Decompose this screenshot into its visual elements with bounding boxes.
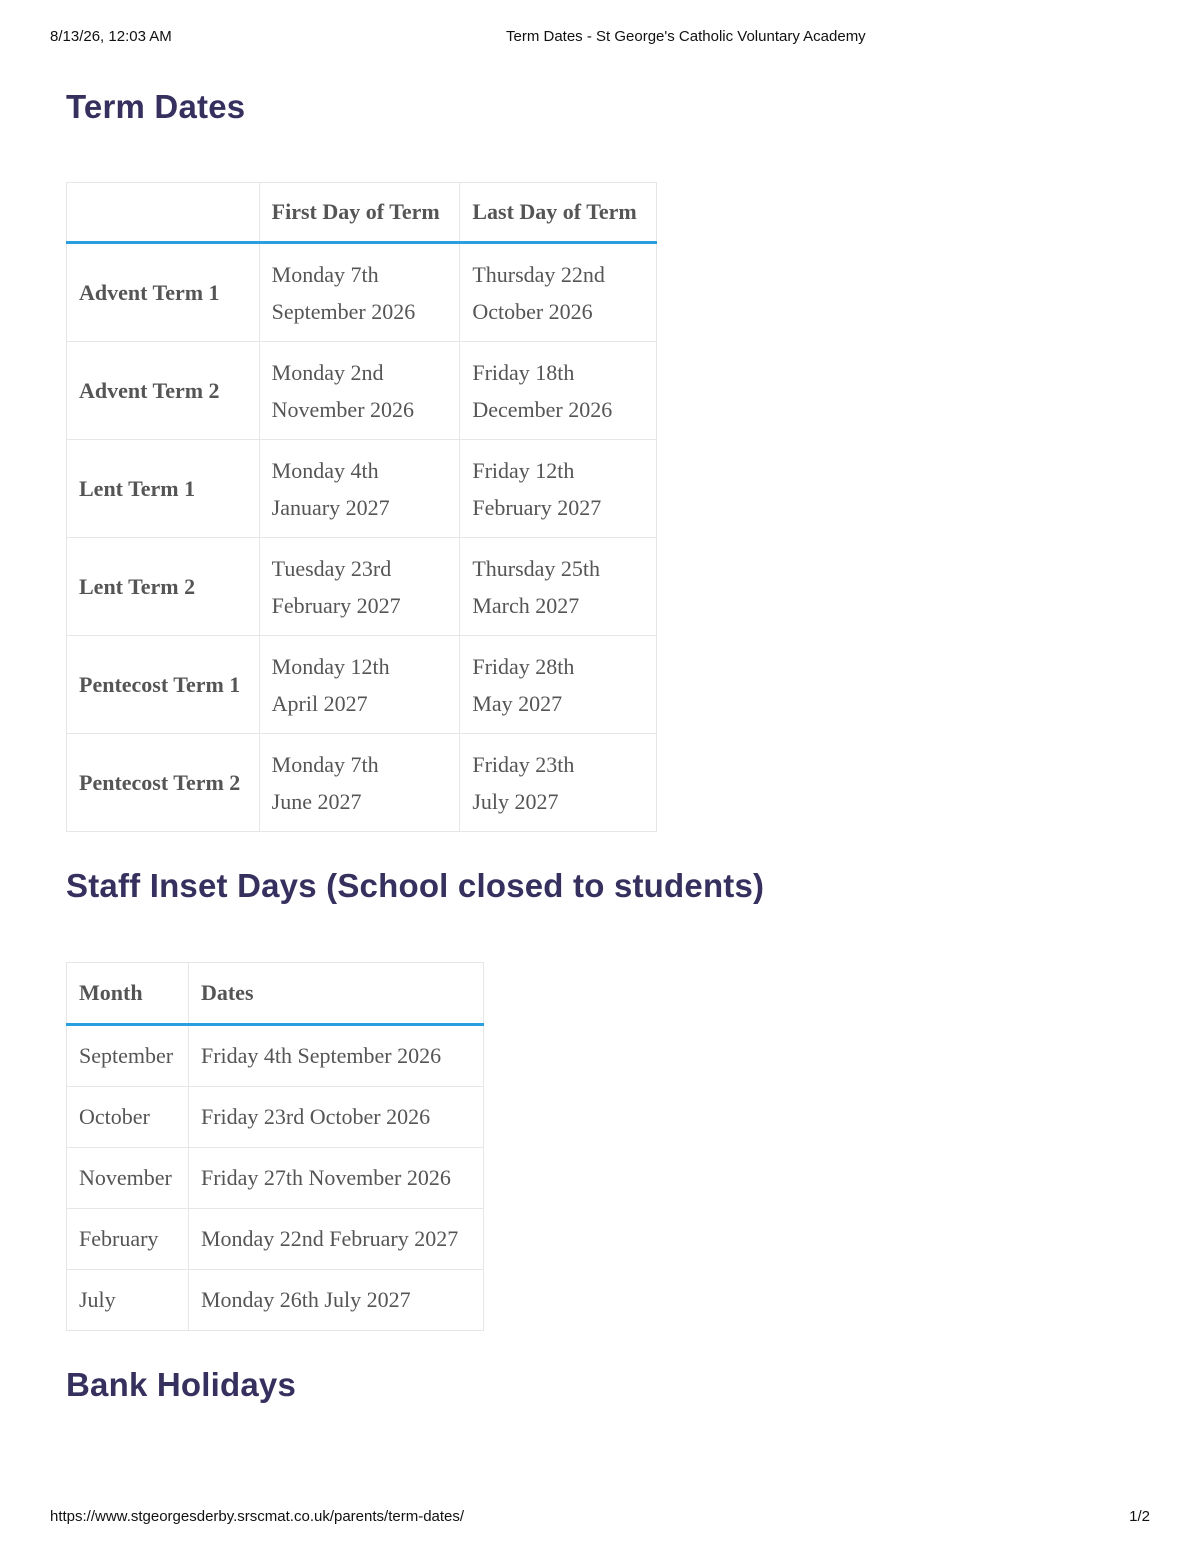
first-day-line: April 2027 — [271, 690, 368, 716]
term-name-cell: Pentecost Term 1 — [67, 636, 260, 734]
date-cell: Friday 4th September 2026 — [188, 1025, 483, 1087]
term-name-cell: Advent Term 2 — [67, 342, 260, 440]
table-row — [67, 1209, 484, 1270]
table-row — [67, 440, 657, 538]
first-day-line: Monday 7th — [271, 751, 379, 777]
last-day-line: Thursday 22nd — [472, 261, 605, 287]
date-cell: Monday 22nd February 2027 — [188, 1209, 483, 1270]
first-day-column-header: First Day of Term — [259, 183, 460, 243]
table-row — [67, 1270, 484, 1331]
first-day-line: June 2027 — [271, 788, 362, 814]
term-table-header-row — [67, 183, 657, 243]
last-day-line: Friday 12th — [472, 457, 575, 483]
first-day-cell — [259, 734, 460, 832]
last-day-line: December 2026 — [472, 396, 613, 422]
first-day-cell — [259, 243, 460, 342]
last-day-line: Thursday 25th — [472, 555, 601, 581]
inset-days-table — [66, 962, 484, 1331]
first-day-line: Monday 7th — [271, 261, 379, 287]
month-cell: October — [67, 1087, 189, 1148]
term-name-cell: Advent Term 1 — [67, 243, 260, 342]
term-column-header — [67, 183, 260, 243]
first-day-cell — [259, 636, 460, 734]
inset-days-heading: Staff Inset Days (School closed to students) — [66, 867, 765, 904]
term-dates-table — [66, 182, 657, 832]
last-day-line: Friday 23th — [472, 751, 575, 777]
first-day-line: January 2027 — [271, 494, 390, 520]
first-day-cell — [259, 440, 460, 538]
month-column-header: Month — [67, 963, 189, 1025]
first-day-line: Monday 2nd — [271, 359, 384, 385]
table-row — [67, 1148, 484, 1209]
last-day-line: February 2027 — [472, 494, 602, 520]
first-day-line: Tuesday 23rd — [271, 555, 392, 581]
table-row — [67, 538, 657, 636]
term-dates-heading: Term Dates — [66, 88, 246, 125]
date-cell: Friday 23rd October 2026 — [188, 1087, 483, 1148]
last-day-line: July 2027 — [472, 788, 559, 814]
last-day-line: Friday 18th — [472, 359, 575, 385]
date-cell: Monday 26th July 2027 — [188, 1270, 483, 1331]
print-datetime: 8/13/26, 12:03 AM — [50, 28, 172, 45]
table-row — [67, 342, 657, 440]
month-cell: February — [67, 1209, 189, 1270]
last-day-line: May 2027 — [472, 690, 563, 716]
last-day-cell — [460, 538, 657, 636]
last-day-cell — [460, 734, 657, 832]
inset-table-header-row — [67, 963, 484, 1025]
term-name-cell: Lent Term 2 — [67, 538, 260, 636]
first-day-line: November 2026 — [271, 396, 415, 422]
term-name-cell: Pentecost Term 2 — [67, 734, 260, 832]
date-cell: Friday 27th November 2026 — [188, 1148, 483, 1209]
print-page-number: 1/2 — [1129, 1508, 1150, 1525]
first-day-cell — [259, 342, 460, 440]
table-row — [67, 243, 657, 342]
first-day-line: September 2026 — [271, 298, 416, 324]
last-day-cell — [460, 440, 657, 538]
month-cell: July — [67, 1270, 189, 1331]
last-day-cell — [460, 636, 657, 734]
term-name-cell: Lent Term 1 — [67, 440, 260, 538]
first-day-line: Monday 12th — [271, 653, 390, 679]
last-day-line: Friday 28th — [472, 653, 575, 679]
last-day-line: March 2027 — [472, 592, 580, 618]
table-row — [67, 1087, 484, 1148]
last-day-cell — [460, 342, 657, 440]
last-day-line: October 2026 — [472, 298, 593, 324]
dates-column-header: Dates — [188, 963, 483, 1025]
table-row — [67, 636, 657, 734]
table-row — [67, 1025, 484, 1087]
print-header — [50, 28, 1150, 48]
print-doc-title: Term Dates - St George's Catholic Voluntary Academy — [506, 28, 866, 45]
table-row — [67, 734, 657, 832]
print-footer — [50, 1508, 1150, 1528]
last-day-cell — [460, 243, 657, 342]
first-day-line: Monday 4th — [271, 457, 379, 483]
first-day-line: February 2027 — [271, 592, 401, 618]
last-day-column-header: Last Day of Term — [460, 183, 657, 243]
month-cell: November — [67, 1148, 189, 1209]
bank-holidays-heading: Bank Holidays — [66, 1366, 297, 1403]
month-cell: September — [67, 1025, 189, 1087]
first-day-cell — [259, 538, 460, 636]
print-url: https://www.stgeorgesderby.srscmat.co.uk/parents/term-dates/ — [50, 1508, 465, 1525]
